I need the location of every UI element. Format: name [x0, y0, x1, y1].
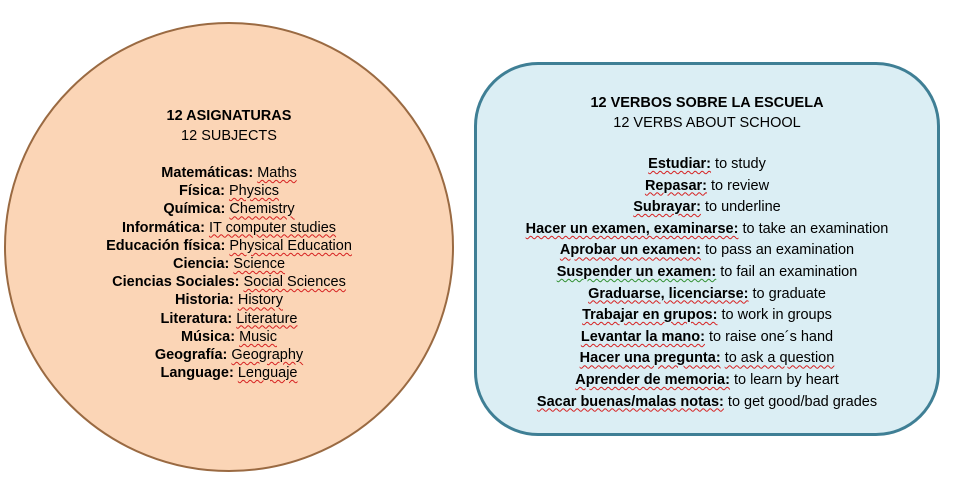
verb-en: to learn by heart	[733, 371, 839, 388]
subject-es: Química:	[163, 201, 226, 218]
verb-es: Suspender un examen:	[556, 263, 717, 280]
subject-es: Language:	[160, 365, 234, 382]
verb-item	[477, 154, 937, 176]
subject-es: Física:	[179, 183, 225, 200]
subject-en: Social Sciences	[243, 274, 346, 291]
verb-item	[477, 348, 937, 370]
verb-en: to graduate	[752, 285, 826, 302]
verb-es: Estudiar:	[648, 156, 712, 172]
subject-en: Geography	[231, 347, 304, 364]
verb-item	[477, 327, 937, 349]
subject-item	[6, 237, 452, 255]
subject-es: Educación física:	[106, 237, 226, 254]
subjects-content	[6, 106, 452, 382]
verb-en: to get good/bad grades	[727, 393, 878, 410]
verb-en: to review	[711, 177, 770, 194]
subject-item	[6, 328, 452, 346]
verb-item	[477, 392, 937, 414]
subject-es: Matemáticas:	[161, 165, 254, 181]
subject-item	[6, 291, 452, 309]
subject-en: History	[237, 292, 283, 309]
subject-item	[6, 346, 452, 364]
verb-es: Sacar buenas/malas notas:	[536, 393, 724, 410]
verbs-box	[474, 62, 940, 436]
verb-es: Subrayar:	[633, 199, 701, 216]
verb-es: Hacer una pregunta:	[579, 350, 721, 367]
verb-item	[477, 176, 937, 198]
subject-es: Literatura:	[160, 310, 233, 327]
verb-en: to raise one´s hand	[708, 328, 834, 345]
verb-es: Aprobar un examen:	[559, 242, 701, 259]
subject-es: Historia:	[175, 292, 234, 309]
subject-en: Science	[233, 256, 286, 273]
subject-es: Ciencia:	[172, 256, 230, 273]
subject-en: Chemistry	[229, 201, 295, 218]
subject-en: Maths	[257, 165, 297, 181]
subject-es: Geografía:	[154, 347, 228, 364]
subjects-subtitle: 12 SUBJECTS	[181, 128, 277, 144]
verb-en: to study	[715, 156, 766, 172]
verbs-subtitle: 12 VERBS ABOUT SCHOOL	[613, 115, 801, 131]
subject-en: Music	[239, 328, 277, 345]
subject-es: Informática:	[121, 219, 205, 236]
verb-item	[477, 262, 937, 284]
subjects-circle	[4, 22, 454, 472]
verb-item	[477, 240, 937, 262]
verb-es: Levantar la mano:	[580, 328, 705, 345]
subject-item	[6, 273, 452, 291]
subject-item	[6, 164, 452, 182]
subject-item	[6, 255, 452, 273]
verbs-title: 12 VERBOS SOBRE LA ESCUELA	[590, 95, 824, 111]
verb-item	[477, 197, 937, 219]
verb-item	[477, 284, 937, 306]
subject-item	[6, 364, 452, 382]
verb-en: to fail an examination	[720, 263, 858, 280]
subject-en: IT computer studies	[208, 219, 337, 236]
subject-item	[6, 182, 452, 200]
verb-en: to take an examination	[742, 220, 889, 237]
verb-en: to pass an examination	[704, 242, 855, 259]
subject-item	[6, 310, 452, 328]
subjects-title: 12 ASIGNATURAS	[166, 108, 292, 124]
verb-item	[477, 219, 937, 241]
subject-es: Música:	[181, 328, 236, 345]
verb-es: Hacer un examen, examinarse:	[525, 220, 739, 237]
verb-en: to underline	[704, 199, 781, 216]
verb-item	[477, 370, 937, 392]
subject-item	[6, 200, 452, 218]
verb-es: Trabajar en grupos:	[582, 307, 718, 324]
subject-es: Ciencias Sociales:	[112, 274, 240, 291]
subject-en: Physical Education	[229, 237, 352, 254]
verb-es: Graduarse, licenciarse:	[588, 285, 749, 302]
subject-en: Physics	[229, 183, 279, 200]
verb-en: to work in groups	[721, 307, 832, 324]
subject-item	[6, 219, 452, 237]
verbs-content	[477, 93, 937, 413]
verb-es: Repasar:	[644, 177, 707, 194]
verb-es: Aprender de memoria:	[575, 371, 730, 388]
verb-item	[477, 305, 937, 327]
verb-en: to ask a question	[724, 350, 835, 367]
subject-en: Lenguaje	[237, 365, 298, 382]
subject-en: Literature	[236, 310, 298, 327]
